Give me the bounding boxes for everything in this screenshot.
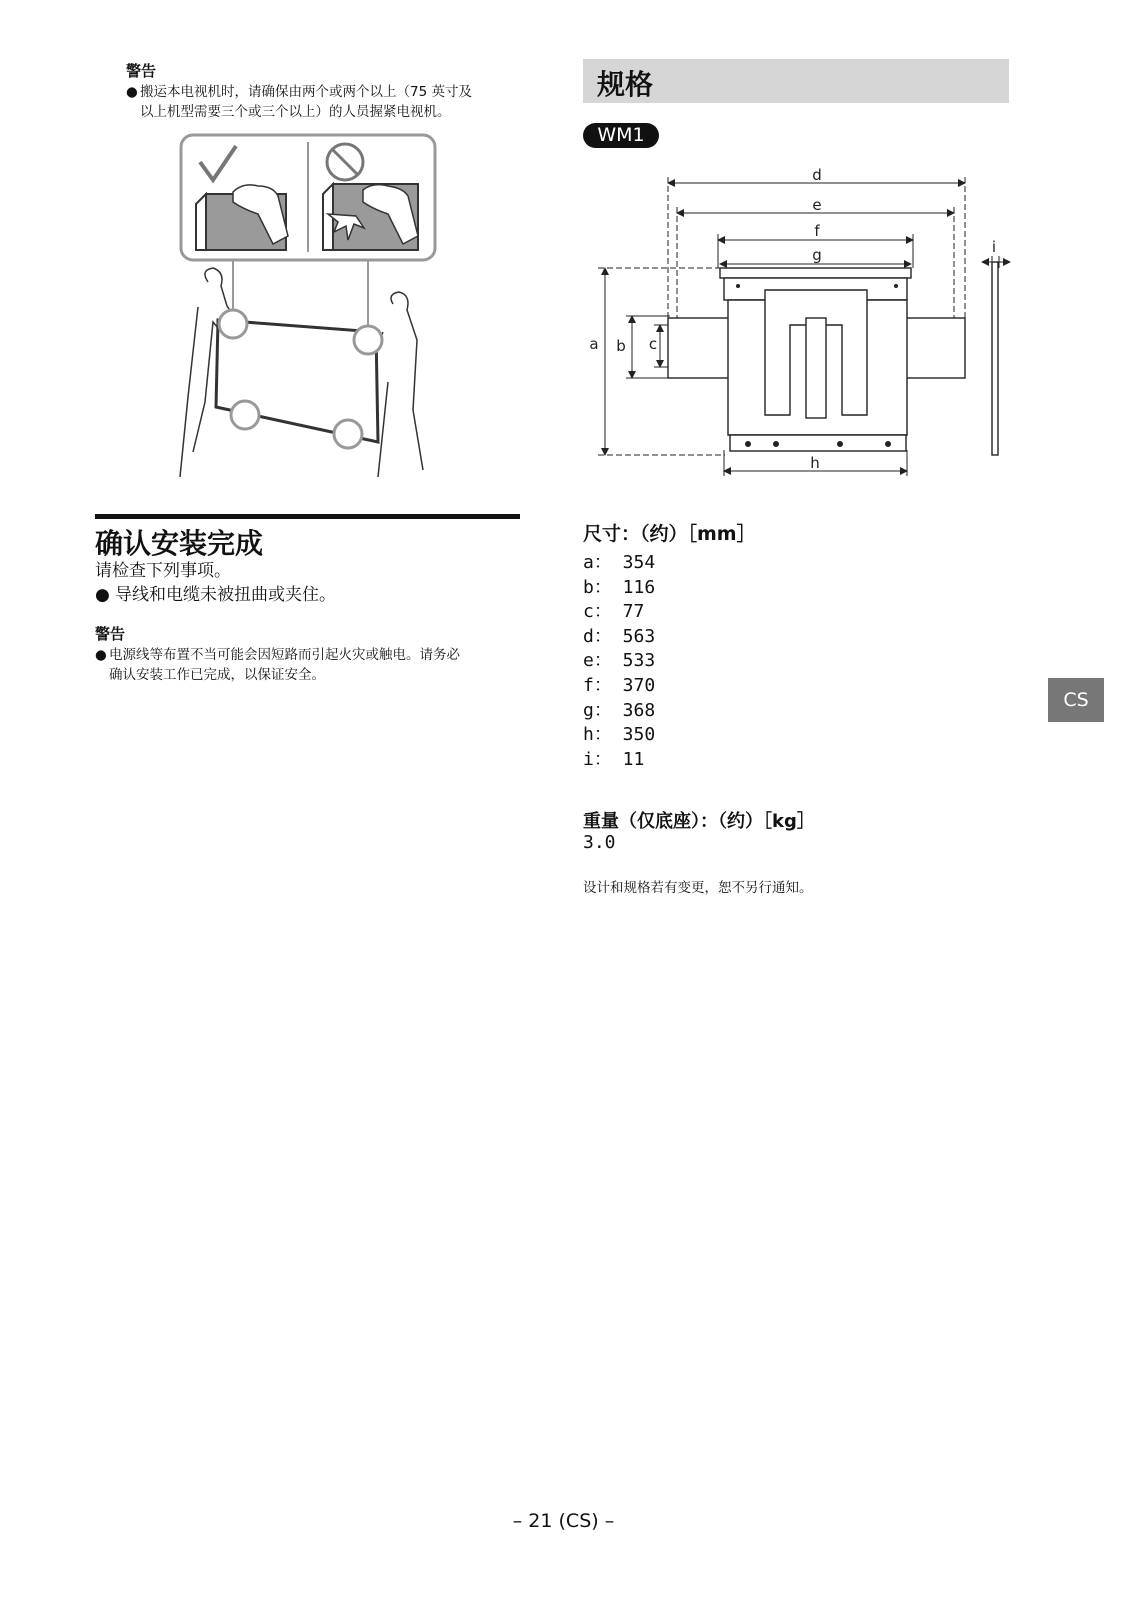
check-item: ● 导线和电缆未被扭曲或夹住。 [95, 585, 336, 605]
language-tab: CS [1048, 678, 1104, 722]
section-rule [95, 514, 520, 519]
warning-bullet: ● 电源线等布置不当可能会因短路而引起火灾或触电。请务必 确认安装工作已完成，以保证安全。 [95, 647, 460, 683]
dim-label-a: a [589, 335, 599, 353]
section-title: 确认安装完成 [95, 527, 264, 560]
disclaimer-text: 设计和规格若有变更，恕不另行通知。 [583, 880, 813, 896]
intro-text: 请检查下列事项。 [95, 561, 231, 581]
warning-title: 警告 [95, 625, 126, 643]
spec-title: 规格 [597, 68, 654, 101]
dimension-item: c： 77 [583, 601, 645, 623]
dim-label-b: b [616, 337, 626, 355]
dim-label-f: f [814, 222, 820, 240]
dimensions-title: 尺寸：（约）［mm］ [583, 523, 756, 545]
dim-label-c: c [648, 335, 658, 353]
bullet-icon: ● [95, 647, 107, 663]
weight-value: 3.0 [583, 832, 616, 853]
bracket-dimension-diagram [580, 160, 1020, 480]
dim-label-e: e [812, 196, 822, 214]
warning-title: 警告 [126, 62, 157, 80]
spec-title-bar [583, 59, 1009, 103]
dimension-item: d： 563 [583, 625, 656, 647]
bullet-icon: ● [126, 84, 138, 100]
dimension-item: b： 116 [583, 576, 656, 598]
tv-carrying-illustration [178, 132, 438, 477]
dim-label-h: h [810, 454, 820, 472]
dimension-item: e： 533 [583, 650, 656, 672]
dimension-item: g： 368 [583, 699, 656, 721]
dimensions-list [583, 551, 655, 772]
dimension-item: a： 354 [583, 552, 656, 573]
page-number: – 21 (CS) – [512, 1510, 615, 1532]
dimension-item: i： 11 [583, 748, 645, 770]
model-badge: WM1 [583, 123, 659, 148]
dim-label-g: g [812, 246, 822, 264]
bullet-icon: ● [95, 585, 110, 605]
dimension-item: h： 350 [583, 724, 656, 746]
dim-label-d: d [812, 166, 822, 184]
dim-label-i: i [991, 238, 997, 256]
dimension-item: f： 370 [583, 674, 656, 696]
warning-bullet: ● 搬运本电视机时，请确保由两个或两个以上（75 英寸及 以上机型需要三个或三个以上）的人员握紧电视机。 [126, 84, 472, 120]
weight-title: 重量（仅底座）：（约）［kg］ [583, 811, 815, 832]
